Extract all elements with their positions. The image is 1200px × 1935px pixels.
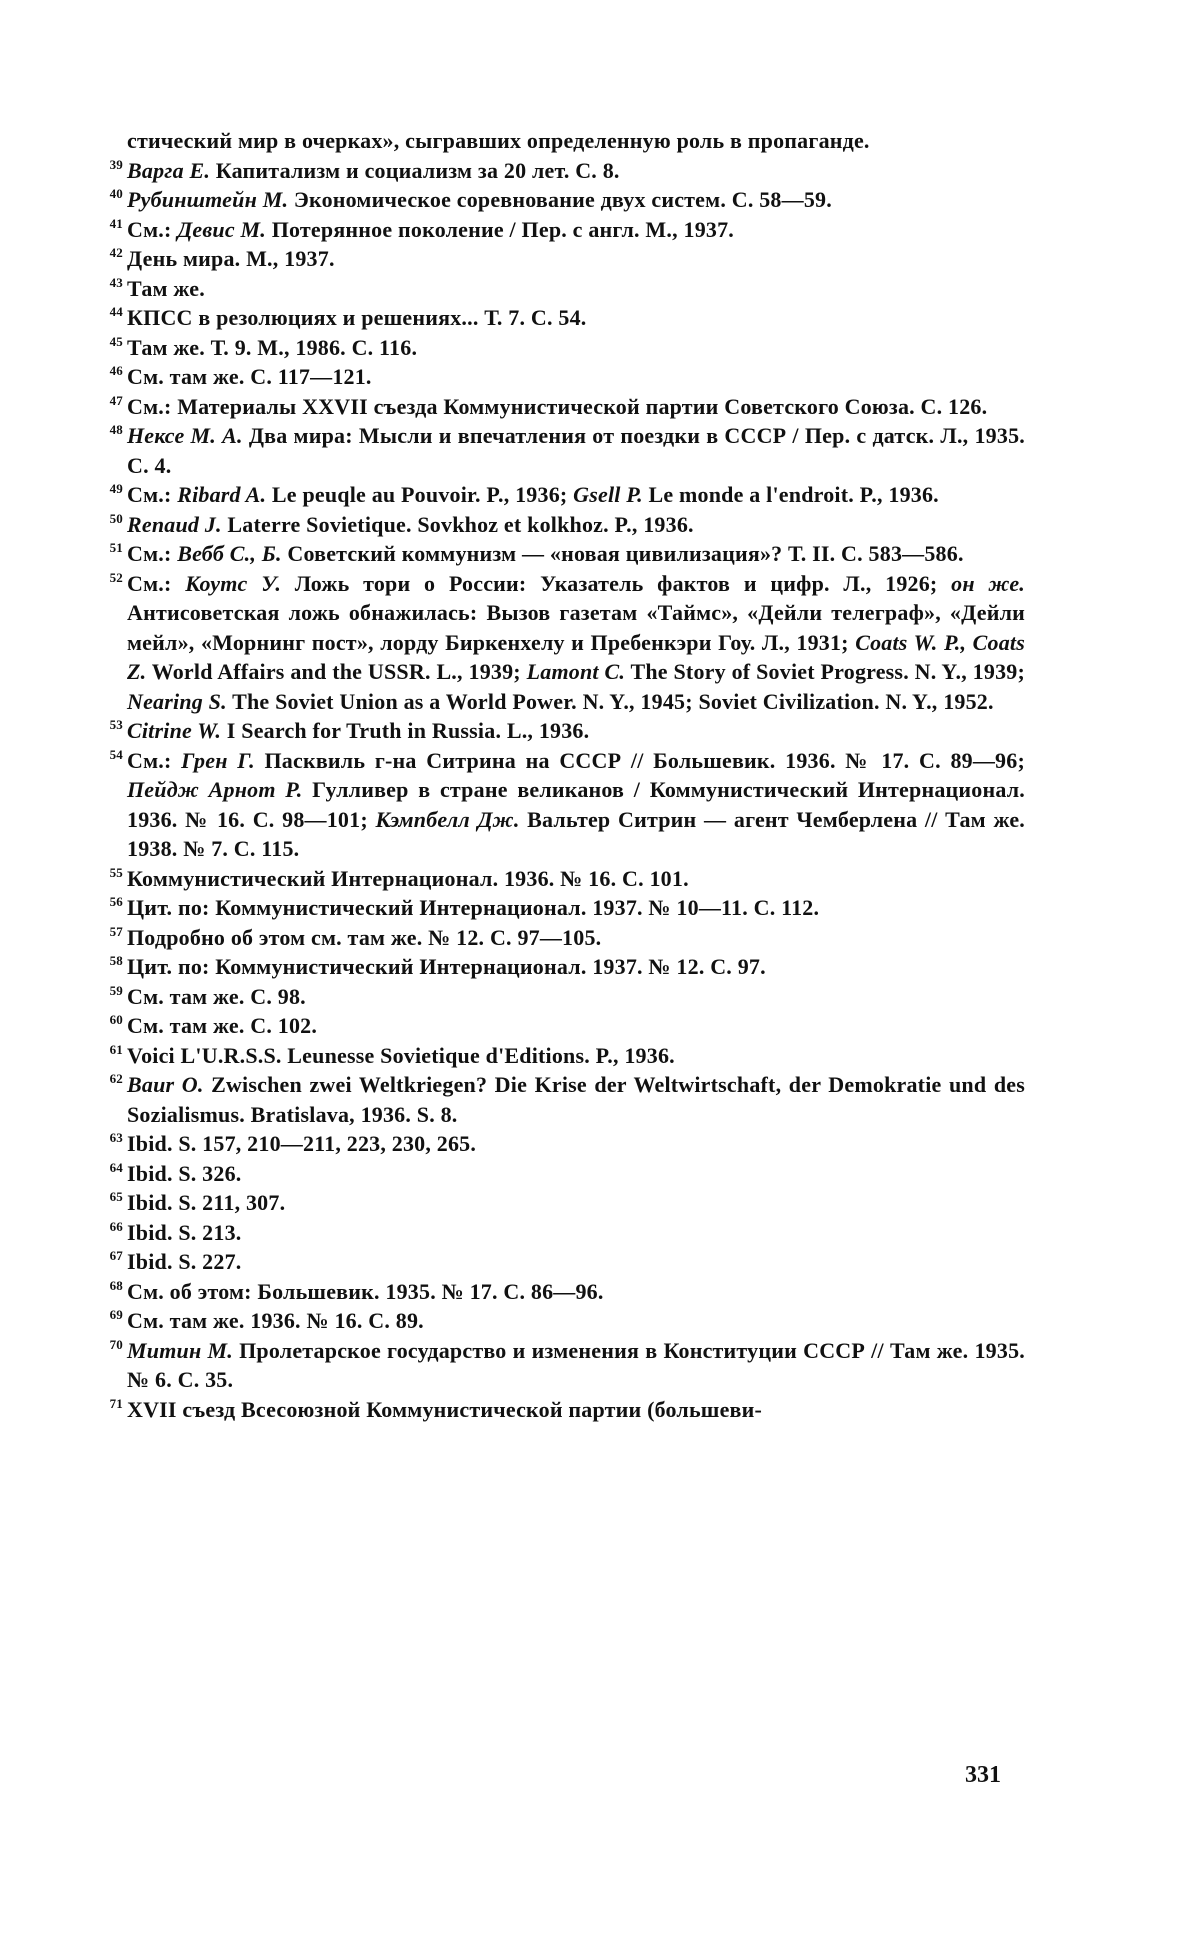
author-name: Варга Е.	[127, 157, 211, 183]
note-text: Ibid. S. 213.	[127, 1219, 242, 1245]
note-text: Подробно об этом см. там же. № 12. С. 97—105.	[127, 924, 602, 950]
note-text: Цит. по: Коммунистический Интернационал. 1937. № 10—11. С. 112.	[127, 895, 820, 920]
footnote-number: 67	[109, 1248, 123, 1263]
note-text: Пасквиль г-на Ситрина на СССР // Большевик. 1936. № 17. С. 89—96;	[254, 747, 1025, 773]
footnote-number: 69	[109, 1307, 123, 1322]
footnote	[95, 1218, 1025, 1248]
footnote	[95, 1395, 1025, 1425]
footnote	[95, 480, 1025, 510]
note-text: I Search for Truth in Russia. L., 1936.	[221, 718, 590, 743]
note-text: День мира. М., 1937.	[127, 246, 335, 271]
footnote-list	[95, 156, 1025, 1425]
footnote	[95, 362, 1025, 392]
footnote-number: 53	[109, 717, 123, 732]
note-text: См.:	[127, 482, 178, 507]
footnote-number: 57	[109, 923, 123, 939]
footnote-number: 50	[109, 510, 123, 526]
author-name: Gsell P.	[573, 482, 643, 507]
note-text: См. там же. С. 117—121.	[127, 364, 372, 389]
footnote-number: 68	[109, 1277, 123, 1293]
note-text: Потерянное поколение / Пер. с англ. М., 1937.	[266, 216, 734, 242]
note-text: Пролетарское государство и изменения в Конституции СССР // Там же. 1935. № 6. С. 35.	[127, 1337, 1025, 1392]
footnote	[95, 156, 1025, 186]
footnote-number: 70	[109, 1336, 123, 1352]
footnote-number: 61	[109, 1041, 123, 1057]
footnote-number: 43	[109, 274, 123, 290]
footnote-number: 54	[109, 746, 123, 762]
note-text: Ibid. S. 211, 307.	[127, 1190, 286, 1215]
footnote-number: 42	[109, 245, 123, 260]
footnote	[95, 539, 1025, 569]
footnote-number: 59	[109, 982, 123, 998]
footnote	[95, 1336, 1025, 1395]
author-name: Митин М.	[127, 1337, 233, 1363]
footnote-number: 52	[109, 569, 123, 585]
footnote	[95, 1188, 1025, 1218]
footnote-number: 65	[109, 1189, 123, 1204]
note-text: Капитализм и социализм за 20 лет. С. 8.	[210, 157, 620, 183]
note-text: См.:	[127, 541, 178, 566]
footnote	[95, 982, 1025, 1012]
author-name: Девис М.	[177, 216, 266, 242]
footnote	[95, 392, 1025, 422]
note-text: The Story of Soviet Progress. N. Y., 1939;	[625, 659, 1026, 684]
footnote	[95, 923, 1025, 953]
note-text: Советский коммунизм — «новая цивилизация»? Т. II. С. 583—586.	[281, 541, 964, 566]
note-text: Вальтер Ситрин — агент Чемберлена // Там же. 1938. № 7. С. 115.	[127, 806, 1026, 861]
footnote	[95, 1277, 1025, 1307]
footnote-number: 40	[109, 186, 123, 201]
footnote	[95, 1041, 1025, 1071]
footnote	[95, 185, 1025, 215]
note-text: Два мира: Мысли и впечатления от поездки в СССР / Пер. с датск. Л., 1935. С. 4.	[127, 423, 1025, 478]
footnote-number: 56	[109, 894, 123, 909]
page-number: 331	[965, 1762, 1001, 1788]
note-text: Экономическое соревнование двух систем. С. 58—59.	[288, 187, 832, 212]
footnote	[95, 1129, 1025, 1159]
footnote	[95, 244, 1025, 274]
note-text: Там же.	[127, 275, 205, 301]
note-text: Гулливер в стране великанов / Коммунистический Интернационал. 1936. № 16. С. 98—101;	[127, 777, 1025, 832]
footnote-number: 45	[109, 333, 123, 349]
note-text: См.: Материалы XXVII съезда Коммунистической партии Советского Союза. С. 126.	[127, 393, 988, 419]
footnote-number: 47	[109, 392, 123, 408]
footnote	[95, 1011, 1025, 1041]
footnote	[95, 1159, 1025, 1189]
footnote-number: 60	[109, 1012, 123, 1027]
note-text: См. там же. 1936. № 16. С. 89.	[127, 1308, 424, 1333]
footnote-number: 66	[109, 1218, 123, 1234]
footnote	[95, 510, 1025, 540]
note-text: World Affairs and the USSR. L., 1939;	[146, 659, 527, 684]
footnote-number: 64	[109, 1159, 123, 1175]
footnote	[95, 952, 1025, 982]
note-text: Voici L'U.R.S.S. Leunesse Sovietique d'Editions. P., 1936.	[127, 1042, 675, 1068]
footnote	[95, 716, 1025, 746]
footnote-number: 63	[109, 1130, 123, 1145]
note-text: См.:	[127, 570, 186, 596]
footnote-number: 46	[109, 363, 123, 378]
footnote	[95, 746, 1025, 864]
footnote-number: 58	[109, 953, 123, 968]
author-name: Коутс У.	[185, 570, 282, 596]
note-text: См. там же. С. 98.	[127, 983, 306, 1009]
note-text: Там же. Т. 9. М., 1986. С. 116.	[127, 334, 418, 360]
note-text: Ibid. S. 157, 210—211, 223, 230, 265.	[127, 1131, 477, 1156]
author-name: Нексе М. А.	[127, 423, 243, 448]
footnote-number: 44	[109, 304, 123, 319]
note-text: См.:	[127, 747, 182, 773]
author-name: Ribard A.	[177, 482, 267, 507]
author-name: Грен Г.	[181, 747, 255, 773]
note-text: См.:	[127, 216, 178, 242]
note-text: стический мир в очерках», сыгравших определенную роль в пропаганде.	[127, 128, 870, 153]
author-name: Nearing S.	[127, 688, 227, 714]
author-name: Citrine W.	[127, 718, 222, 743]
footnote-number: 51	[109, 540, 123, 555]
author-name: Рубинштейн М.	[127, 187, 289, 212]
footnote-number: 71	[109, 1395, 123, 1411]
footnote-number: 55	[109, 864, 123, 880]
note-text: Zwischen zwei Weltkriegen? Die Krise der Weltwirtschaft, der Demokratie und des Sozialismus. Bratislava, 1936. S. 8.	[127, 1072, 1025, 1127]
note-text: КПСС в резолюциях и решениях... Т. 7. С. 54.	[127, 305, 587, 330]
footnote-number: 39	[109, 156, 123, 172]
footnote	[95, 215, 1025, 245]
note-text: Le monde a l'endroit. P., 1936.	[642, 482, 939, 507]
footnote-number: 49	[109, 481, 123, 496]
author-name: он же.	[951, 570, 1025, 596]
note-text: Ibid. S. 326.	[127, 1160, 242, 1186]
footnotes-page	[95, 126, 1025, 1424]
author-name: Coats W. P., Coats Z.	[127, 629, 1025, 684]
note-text: Антисоветская ложь обнажилась: Вызов газетам «Таймс», «Дейли телеграф», «Дейли мейл», «Морнинг пост», лорду Биркенхелу и Пребенкэри Гоу. Л., 1931;	[127, 600, 1025, 655]
note-text: Цит. по: Коммунистический Интернационал. 1937. № 12. С. 97.	[127, 954, 766, 979]
footnote	[95, 303, 1025, 333]
author-name: Пейдж Арнот Р.	[127, 777, 303, 802]
footnote-number: 48	[109, 422, 123, 437]
note-text: Коммунистический Интернационал. 1936. № 16. С. 101.	[127, 865, 689, 891]
note-text: Laterre Sovietique. Sovkhoz et kolkhoz. P., 1936.	[221, 511, 694, 537]
footnote	[95, 274, 1025, 304]
footnote-number: 62	[109, 1071, 123, 1086]
continued-note	[95, 126, 1025, 156]
footnote	[95, 569, 1025, 717]
author-name: Вебб С., Б.	[177, 541, 282, 566]
author-name: Baur O.	[127, 1072, 204, 1097]
note-text: См. там же. С. 102.	[127, 1013, 318, 1038]
footnote	[95, 1306, 1025, 1336]
author-name: Кэмпбелл Дж.	[375, 806, 520, 832]
footnote	[95, 421, 1025, 480]
note-text: Ibid. S. 227.	[127, 1249, 242, 1274]
footnote	[95, 864, 1025, 894]
note-text: Ложь тори о России: Указатель фактов и цифр. Л., 1926;	[281, 570, 952, 596]
footnote	[95, 893, 1025, 923]
note-text: См. об этом: Большевик. 1935. № 17. С. 86—96.	[127, 1278, 604, 1304]
note-text: Le peuqle au Pouvoir. P., 1936;	[266, 482, 574, 507]
footnote	[95, 333, 1025, 363]
footnote	[95, 1070, 1025, 1129]
author-name: Renaud J.	[127, 511, 222, 537]
author-name: Lamont C.	[526, 659, 626, 684]
note-text: XVII съезд Всесоюзной Коммунистической партии (большеви-	[127, 1396, 763, 1422]
footnote	[95, 1247, 1025, 1277]
note-text: The Soviet Union as a World Power. N. Y., 1945; Soviet Civilization. N. Y., 1952.	[226, 688, 994, 714]
footnote-number: 41	[109, 215, 123, 231]
